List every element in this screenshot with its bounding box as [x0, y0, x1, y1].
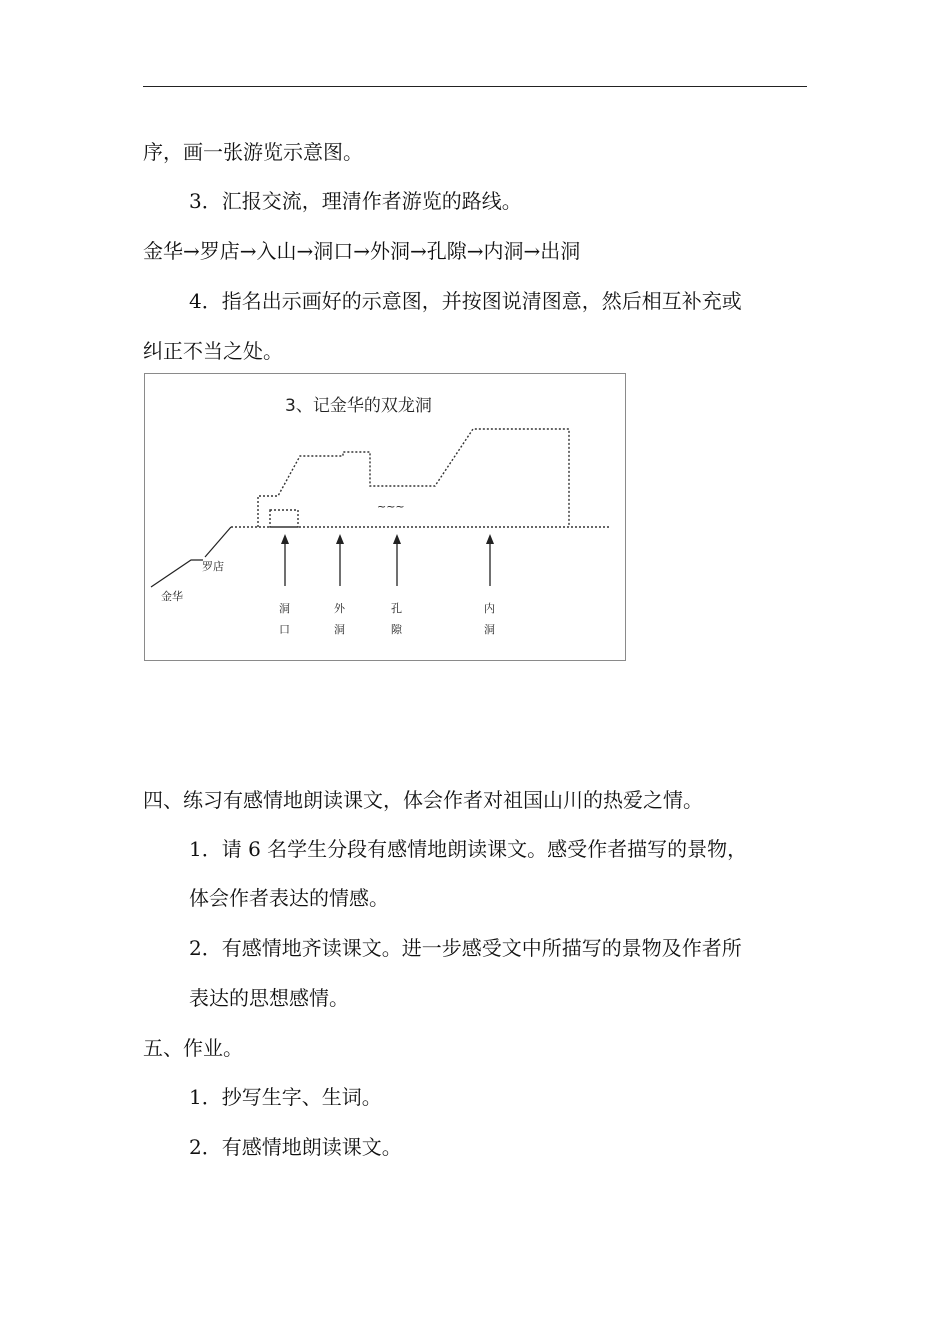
cave-outline — [258, 429, 569, 527]
arrow-label-1b: 口 — [279, 623, 290, 636]
arrow-label-2b: 洞 — [334, 623, 345, 636]
section-4-item-1: 1．请 6 名学生分段有感情地朗读课文。感受作者描写的景物， — [189, 837, 748, 861]
section-4-item-2: 2．有感情地齐读课文。进一步感受文中所描写的景物及作者所 — [189, 936, 742, 960]
route-segment-1 — [151, 560, 203, 587]
arrow-label-4b: 洞 — [484, 623, 495, 636]
arrow-label-3b: 隙 — [391, 623, 402, 636]
arrow-label-2a: 外 — [334, 602, 345, 615]
header-rule — [143, 86, 807, 87]
route-segment-2 — [205, 527, 231, 557]
section-4-item-1-cont: 体会作者表达的情感。 — [189, 886, 389, 910]
mountain-outline — [231, 429, 609, 527]
arrow-group — [281, 534, 494, 586]
route-text: 金华→罗店→入山→洞口→外洞→孔隙→内洞→出洞 — [143, 239, 581, 263]
section-5-item-2: 2．有感情地朗读课文。 — [189, 1135, 402, 1159]
step-4-text: 4．指名出示画好的示意图，并按图说清图意，然后相互补充或 — [189, 289, 742, 313]
section-5-item-1: 1．抄写生字、生词。 — [189, 1085, 382, 1109]
diagram-title: 3、记金华的双龙洞 — [285, 396, 432, 416]
section-4-item-2-cont: 表达的思想感情。 — [189, 986, 349, 1010]
arrow-label-1a: 洞 — [279, 602, 290, 615]
arrow-label-4a: 内 — [484, 602, 495, 615]
approach-route — [151, 527, 231, 587]
section-5-heading: 五、作业。 — [143, 1036, 243, 1060]
step-4-text-cont: 纠正不当之处。 — [143, 339, 283, 363]
water-mark: ~~~ — [377, 500, 405, 513]
paragraph-line: 序，画一张游览示意图。 — [143, 140, 363, 164]
route-diagram — [144, 373, 626, 661]
jinhua-label: 金华 — [161, 590, 183, 603]
section-4-heading: 四、练习有感情地朗读课文，体会作者对祖国山川的热爱之情。 — [143, 788, 703, 812]
step-3-text: 3．汇报交流，理清作者游览的路线。 — [189, 189, 522, 213]
arrow-label-3a: 孔 — [391, 602, 402, 615]
luodian-label: 罗店 — [202, 560, 224, 573]
cave-entrance-box — [270, 510, 298, 527]
